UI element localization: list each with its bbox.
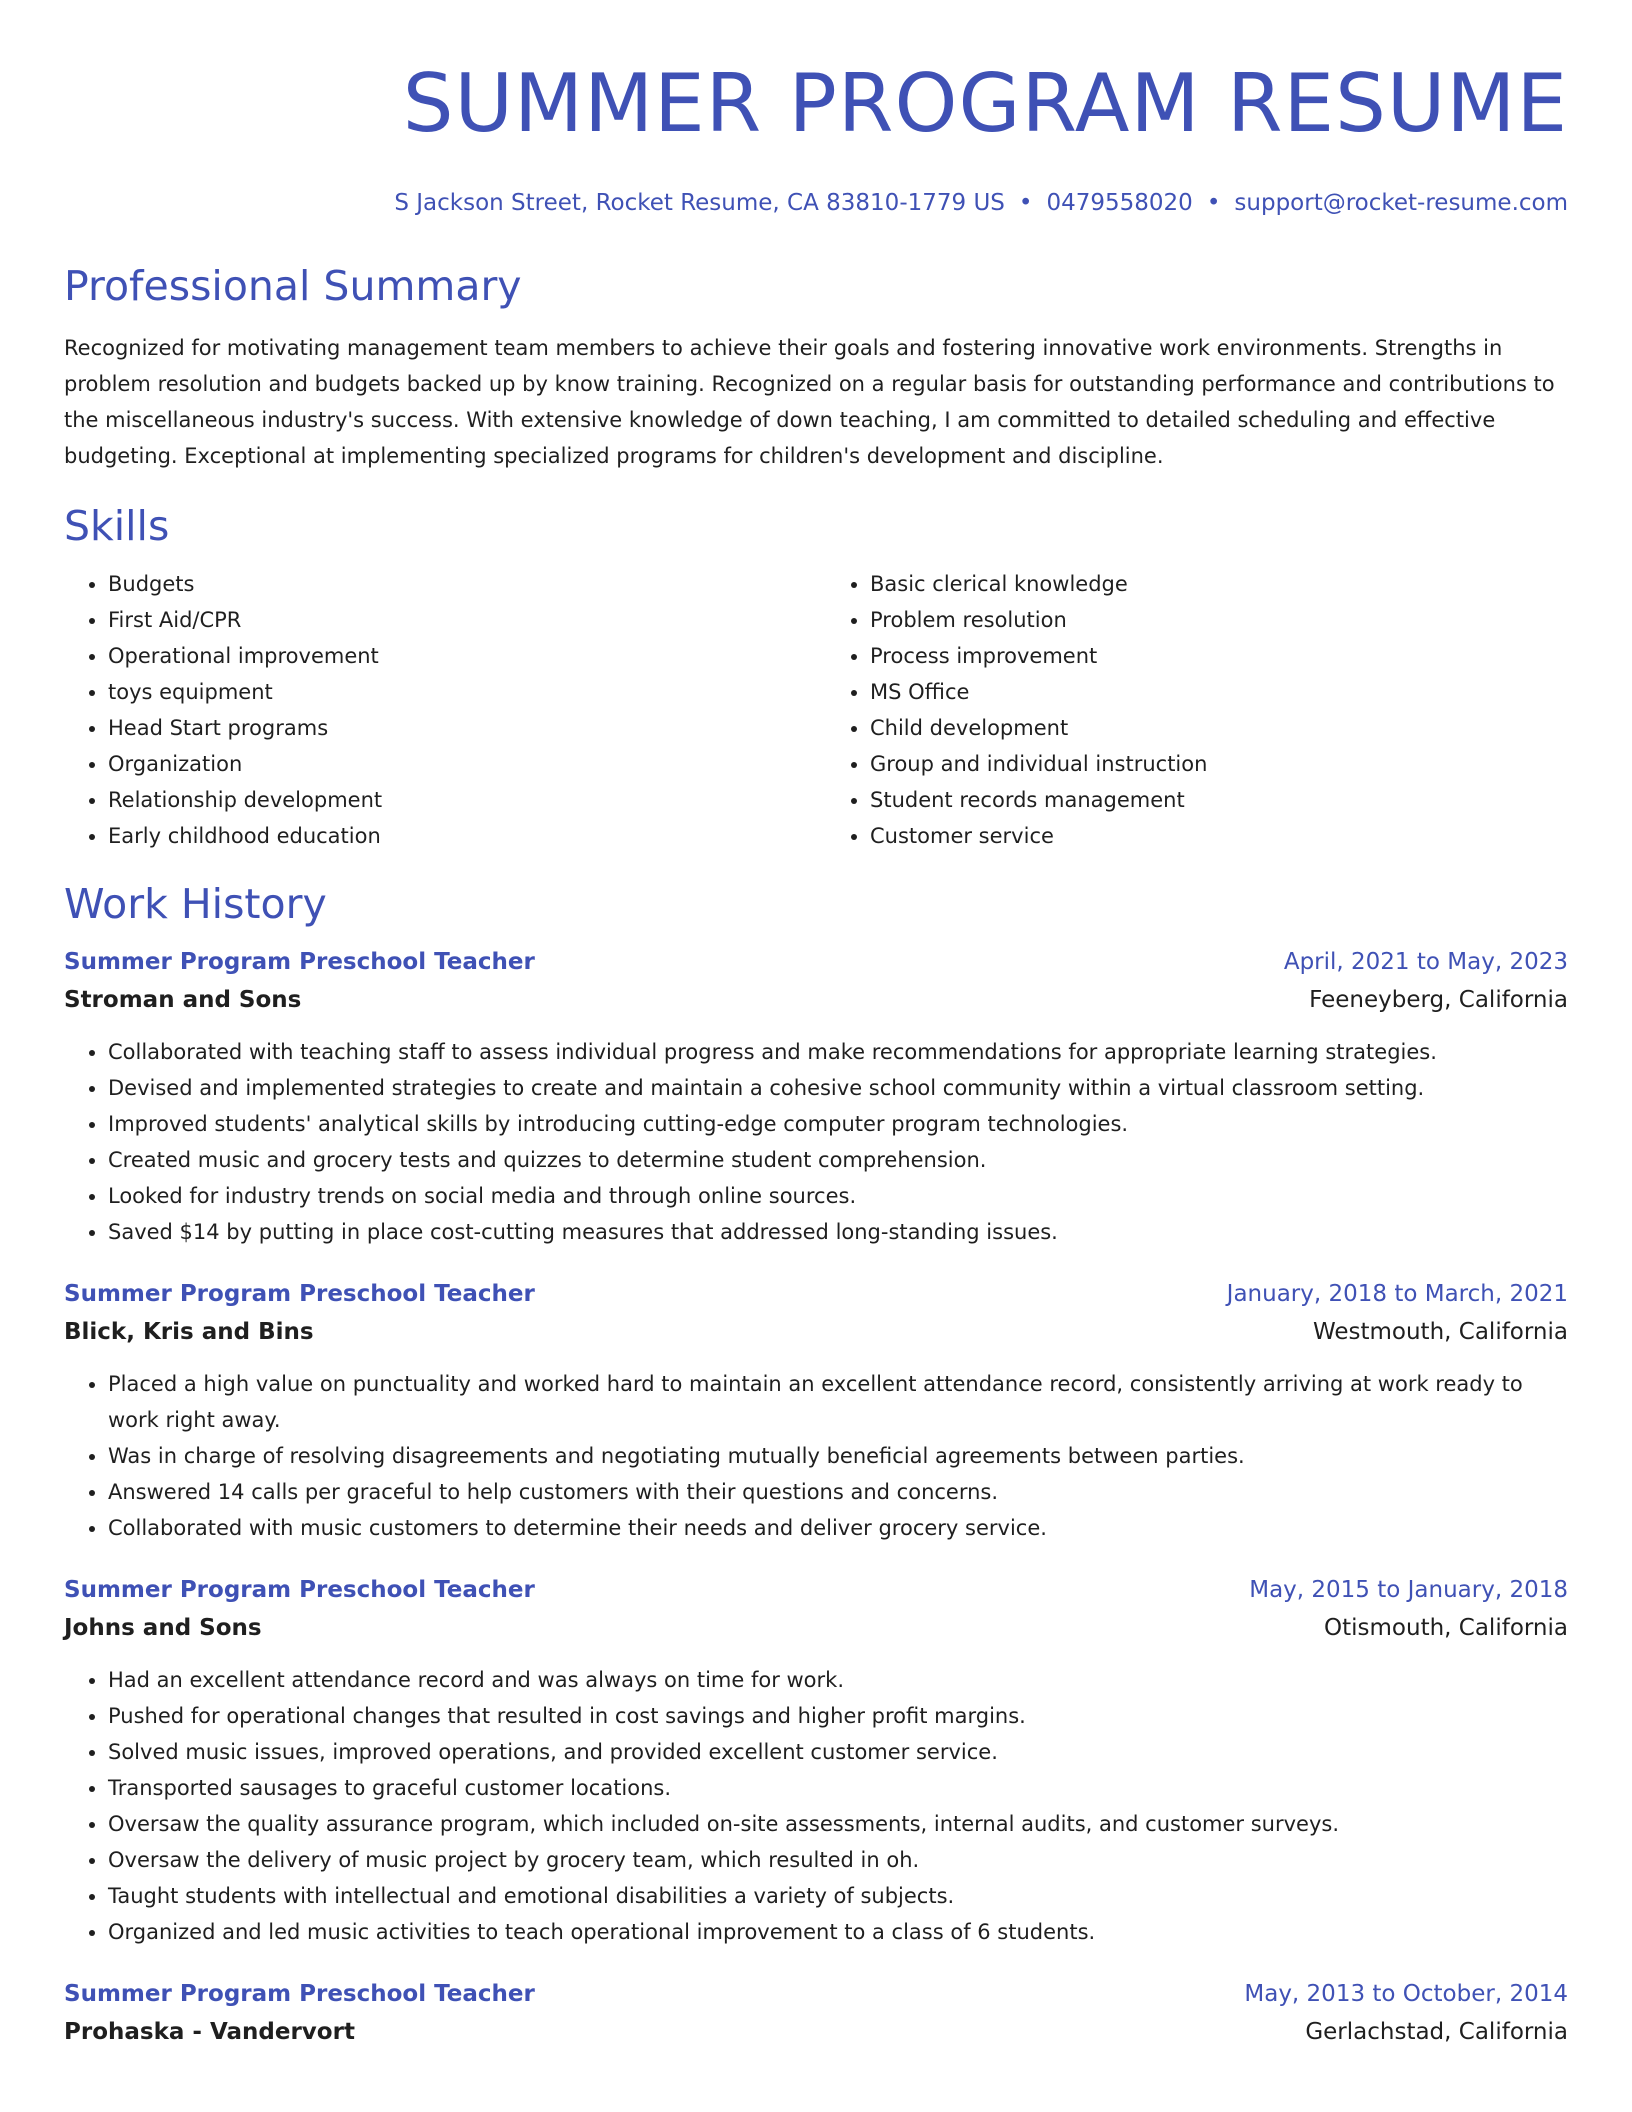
job-title: Summer Program Preschool Teacher (64, 1577, 535, 1603)
section-title-skills: Skills (64, 502, 170, 550)
skill-item: • First Aid/CPR (108, 602, 806, 638)
job-bullets (64, 1034, 1568, 1250)
resume-name: SUMMER PROGRAM RESUME (402, 57, 1568, 150)
job-company: Stroman and Sons (64, 987, 302, 1013)
job-bullets (64, 1366, 1568, 1546)
skill-item: • Operational improvement (108, 638, 806, 674)
job-location: Feeneyberg, California (1309, 987, 1568, 1013)
job-entry (64, 1572, 1568, 1950)
section-title-summary: Professional Summary (64, 262, 522, 310)
job-bullet: • Solved music issues, improved operations, and provided excellent customer service. (108, 1734, 1568, 1770)
resume-page (64, 0, 1568, 2052)
job-location: Otismouth, California (1324, 1615, 1568, 1641)
contact-separator: • (1206, 190, 1221, 216)
job-bullet: • Was in charge of resolving disagreements and negotiating mutually beneficial agreements between parties. (108, 1438, 1568, 1474)
job-bullet: • Answered 14 calls per graceful to help customers with their questions and concerns. (108, 1474, 1568, 1510)
skill-item: • Organization (108, 746, 806, 782)
contact-phone: 0479558020 (1046, 190, 1193, 216)
job-bullet: • Devised and implemented strategies to create and maintain a cohesive school community within a virtual classroom setting. (108, 1070, 1568, 1106)
skill-item: • Relationship development (108, 782, 806, 818)
job-bullets (64, 1662, 1568, 1950)
job-bullet: • Organized and led music activities to teach operational improvement to a class of 6 students. (108, 1914, 1568, 1950)
skills-list-left (64, 566, 806, 854)
skill-item: • Head Start programs (108, 710, 806, 746)
job-bullet: • Improved students' analytical skills by introducing cutting-edge computer program technologies. (108, 1106, 1568, 1142)
skill-item: • Customer service (870, 818, 1568, 854)
job-bullet: • Collaborated with music customers to determine their needs and deliver grocery service. (108, 1510, 1568, 1546)
job-bullet: • Collaborated with teaching staff to assess individual progress and make recommendations for appropriate learning strategies. (108, 1034, 1568, 1070)
job-entry (64, 1976, 1568, 2052)
skill-item: • Budgets (108, 566, 806, 602)
job-bullet: • Transported sausages to graceful customer locations. (108, 1770, 1568, 1806)
contact-separator: • (1018, 190, 1033, 216)
section-title-work-history: Work History (64, 880, 327, 928)
job-bullet: • Oversaw the delivery of music project by grocery team, which resulted in oh. (108, 1842, 1568, 1878)
job-title: Summer Program Preschool Teacher (64, 949, 535, 975)
job-bullet: • Looked for industry trends on social media and through online sources. (108, 1178, 1568, 1214)
job-dates: May, 2013 to October, 2014 (1244, 1981, 1568, 2007)
job-dates: May, 2015 to January, 2018 (1249, 1577, 1568, 1603)
job-title: Summer Program Preschool Teacher (64, 1981, 535, 2007)
job-title: Summer Program Preschool Teacher (64, 1281, 535, 1307)
contact-line (64, 188, 1568, 218)
job-entry (64, 944, 1568, 1250)
skill-item: • Group and individual instruction (870, 746, 1568, 782)
job-bullet: • Had an excellent attendance record and was always on time for work. (108, 1662, 1568, 1698)
skill-item: • MS Office (870, 674, 1568, 710)
job-bullet: • Placed a high value on punctuality and worked hard to maintain an excellent attendance record, consistently arriving at work ready to work right away. (108, 1366, 1568, 1438)
skills-list-right (826, 566, 1568, 854)
job-dates: April, 2021 to May, 2023 (1283, 949, 1568, 975)
job-bullet: • Pushed for operational changes that resulted in cost savings and higher profit margins. (108, 1698, 1568, 1734)
job-company: Prohaska - Vandervort (64, 2019, 355, 2045)
job-company: Blick, Kris and Bins (64, 1319, 314, 1345)
skill-item: • Process improvement (870, 638, 1568, 674)
job-entry (64, 1276, 1568, 1546)
contact-email[interactable]: support@rocket-resume.com (1234, 190, 1568, 216)
job-company: Johns and Sons (64, 1615, 262, 1641)
skill-item: • Problem resolution (870, 602, 1568, 638)
job-bullet: • Saved $14 by putting in place cost-cutting measures that addressed long-standing issues. (108, 1214, 1568, 1250)
job-bullet: • Created music and grocery tests and quizzes to determine student comprehension. (108, 1142, 1568, 1178)
job-bullet: • Taught students with intellectual and emotional disabilities a variety of subjects. (108, 1878, 1568, 1914)
job-bullet: • Oversaw the quality assurance program, which included on-site assessments, internal audits, and customer surveys. (108, 1806, 1568, 1842)
skill-item: • Basic clerical knowledge (870, 566, 1568, 602)
skill-item: • toys equipment (108, 674, 806, 710)
summary-text: Recognized for motivating management team members to achieve their goals and fostering innovative work environments. Strengths in problem resolution and budgets backed up by know training. Recognized on a regular basis for outstanding performance and contributions to the miscellaneous industry's success. With extensive knowledge of down teaching, I am committed to detailed scheduling and effective budgeting. Exceptional at implementing specialized programs for children's development and discipline. (64, 336, 1555, 468)
skill-item: • Student records management (870, 782, 1568, 818)
job-dates: January, 2018 to March, 2021 (1226, 1281, 1568, 1307)
job-location: Gerlachstad, California (1305, 2019, 1568, 2045)
contact-address: S Jackson Street, Rocket Resume, CA 83810-1779 US (394, 190, 1005, 216)
skills-grid (64, 566, 1568, 854)
job-location: Westmouth, California (1312, 1319, 1568, 1345)
skill-item: • Child development (870, 710, 1568, 746)
skill-item: • Early childhood education (108, 818, 806, 854)
